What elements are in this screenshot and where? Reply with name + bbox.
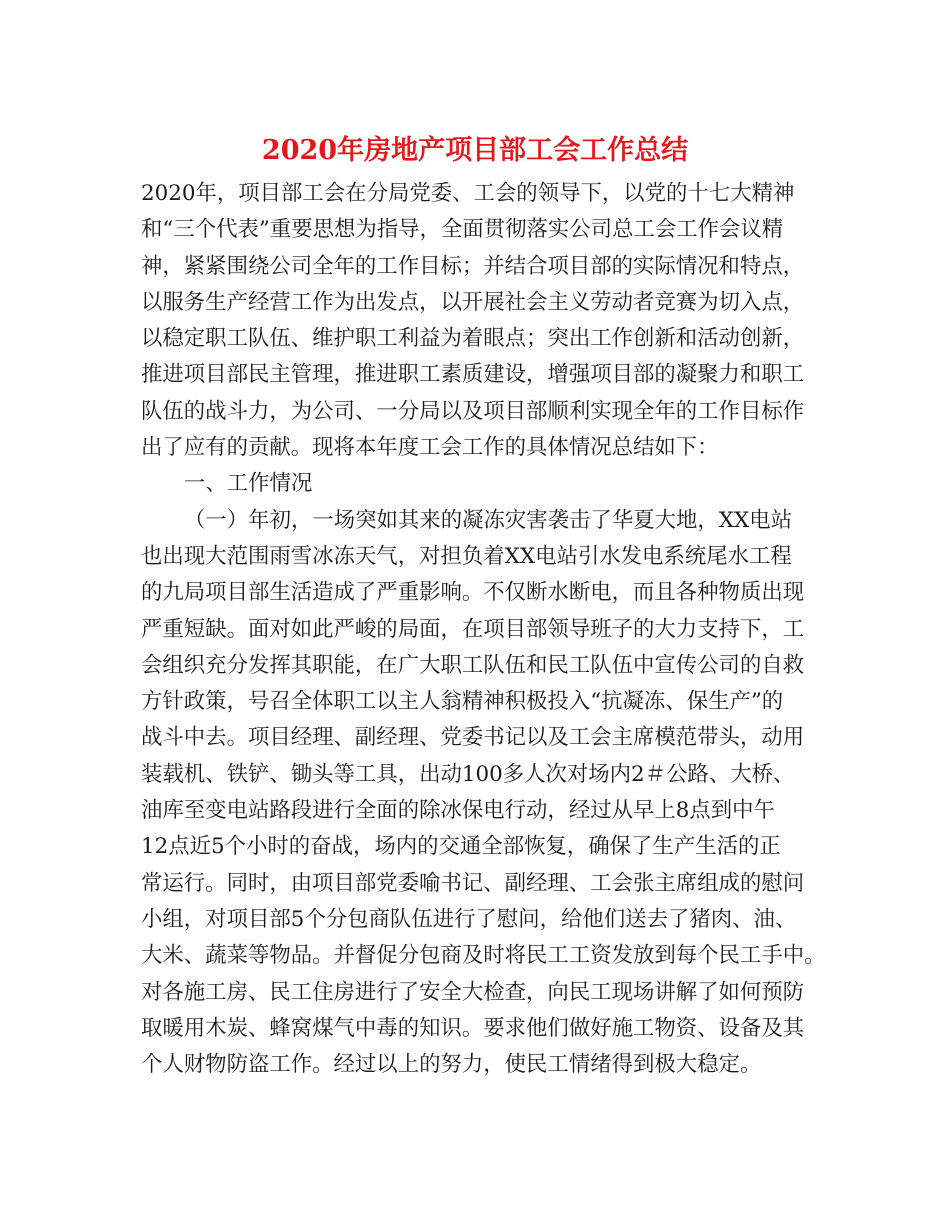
text-line: 油库至变电站路段进行全面的除冰保电行动，经过从早上8点到中午 [141, 798, 775, 824]
text-line: 出了应有的贡献。现将本年度工会工作的具体情况总结如下： [141, 435, 719, 461]
document-title: 2020年房地产项目部工会工作总结 [261, 135, 689, 166]
intro-paragraph [141, 176, 821, 466]
text-line: 也出现大范围雨雪冰冻天气，对担负着XX电站引水发电系统尾水工程 [141, 543, 792, 569]
text-line: （一）年初，一场突如其来的凝冻灾害袭击了华夏大地，XX电站 [184, 507, 793, 533]
text-line: 装载机、铁铲、锄头等工具，出动100多人次对场内2＃公路、大桥、 [141, 761, 795, 787]
text-line: 方针政策，号召全体职工以主人翁精神积极投入“抗凝冻、保生产”的 [141, 689, 784, 715]
text-line: 大米、蔬菜等物品。并督促分包商及时将民工工资发放到每个民工手中。 [141, 943, 826, 969]
text-line: 神，紧紧围绕公司全年的工作目标；并结合项目部的实际情况和特点， [141, 253, 805, 279]
text-line: 取暖用木炭、蜂窝煤气中毒的知识。要求他们做好施工物资、设备及其 [141, 1015, 805, 1041]
text-line: 以稳定职工队伍、维护职工利益为着眼点；突出工作创新和活动创新， [141, 326, 805, 352]
text-line: 会组织充分发挥其职能，在广大职工队伍和民工队伍中宣传公司的自救 [141, 652, 805, 678]
text-line: 对各施工房、民工住房进行了安全大检查，向民工现场讲解了如何预防 [141, 979, 805, 1005]
document-body [141, 176, 826, 1083]
text-line: 和“三个代表”重要思想为指导，全面贯彻落实公司总工会工作会议精 [141, 217, 784, 243]
text-line: 小组，对项目部5个分包商队伍进行了慰问，给他们送去了猪肉、油、 [141, 906, 797, 932]
text-line: 严重短缺。面对如此严峻的局面，在项目部领导班子的大力支持下，工 [141, 616, 805, 642]
section-paragraph [141, 503, 826, 1084]
text-line: 12点近5个小时的奋战，场内的交通全部恢复，确保了生产生活的正 [141, 834, 781, 860]
text-line: 推进项目部民主管理，推进职工素质建设，增强项目部的凝聚力和职工 [141, 362, 805, 388]
text-line: 常运行。同时，由项目部党委喻书记、副经理、工会张主席组成的慰问 [141, 870, 805, 896]
text-line: 以服务生产经营工作为出发点，以开展社会主义劳动者竞赛为切入点， [141, 289, 805, 315]
text-line: 的九局项目部生活造成了严重影响。不仅断水断电，而且各种物质出现 [141, 580, 805, 606]
section-heading: 一、工作情况 [184, 471, 313, 497]
text-line: 2020年，项目部工会在分局党委、工会的领导下，以党的十七大精神 [141, 181, 795, 206]
text-line: 队伍的战斗力，为公司、一分局以及项目部顺利实现全年的工作目标作 [141, 398, 805, 424]
text-line: 战斗中去。项目经理、副经理、党委书记以及工会主席模范带头，动用 [141, 725, 805, 751]
text-line: 个人财物防盗工作。经过以上的努力，使民工情绪得到极大稳定。 [141, 1052, 762, 1078]
